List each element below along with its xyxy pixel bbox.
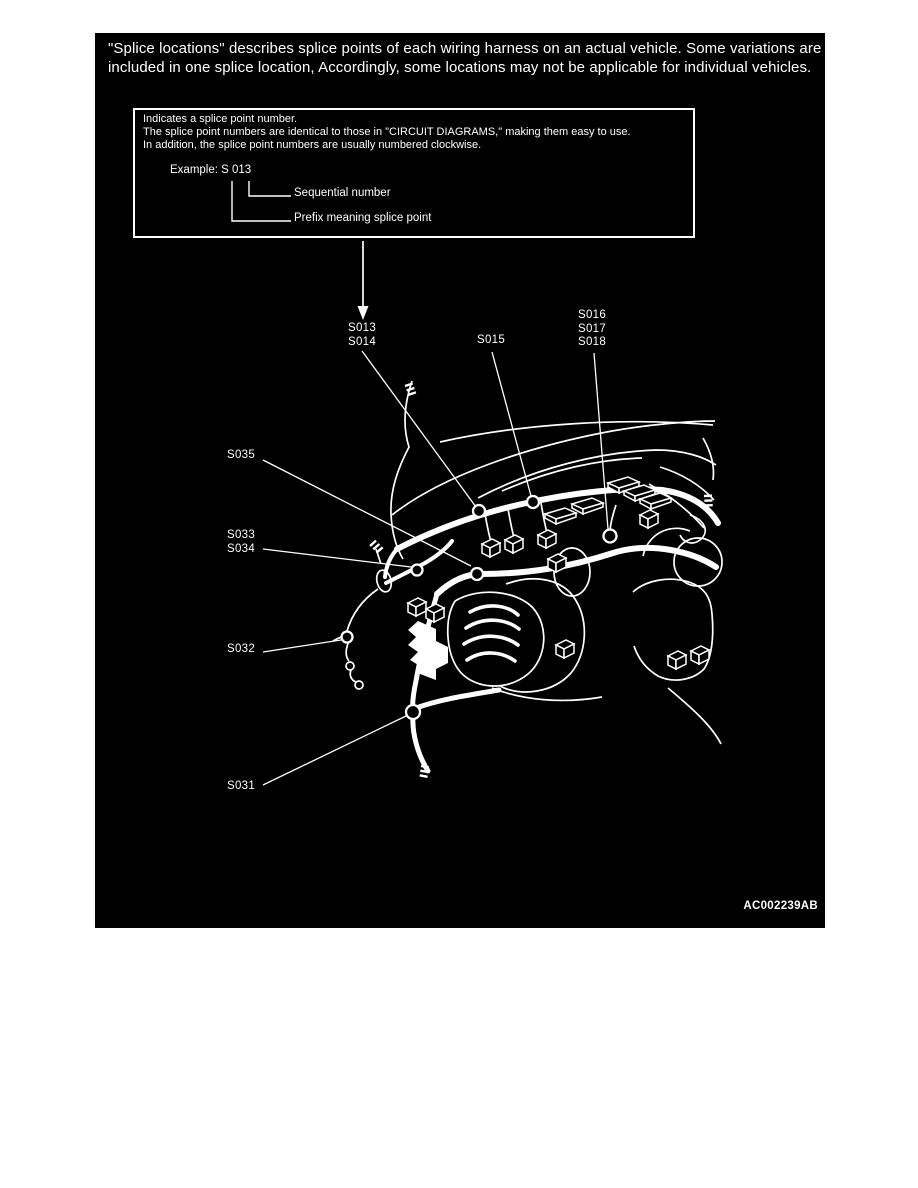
prefix-callout: Prefix meaning splice point bbox=[294, 212, 432, 224]
intro-line-1: "Splice locations" describes splice points of each wiring harness on an actual vehicle. Some variations are bbox=[108, 40, 822, 57]
splice-label-group-s033-s034 bbox=[227, 529, 255, 556]
figure-code: AC002239AB bbox=[743, 900, 818, 912]
splice-label-group-s032 bbox=[227, 643, 255, 657]
splice-label-s032: S032 bbox=[227, 643, 256, 655]
note-line-1: Indicates a splice point number. bbox=[143, 113, 298, 125]
splice-label-group-s013-s014 bbox=[348, 322, 376, 349]
splice-label-group-s035 bbox=[227, 449, 255, 463]
example-label: Example: S 013 bbox=[170, 164, 252, 176]
splice-label-s033: S033 bbox=[227, 529, 256, 541]
splice-label-group-s015 bbox=[477, 334, 505, 348]
splice-label-s018: S018 bbox=[578, 336, 607, 348]
splice-label-s016: S016 bbox=[578, 309, 607, 321]
splice-label-group-s031 bbox=[227, 780, 255, 794]
splice-label-s017: S017 bbox=[578, 322, 607, 335]
splice-label-s031: S031 bbox=[227, 780, 256, 792]
note-line-3: In addition, the splice point numbers are usually numbered clockwise. bbox=[143, 139, 482, 151]
splice-label-s034: S034 bbox=[227, 542, 256, 555]
splice-label-s035: S035 bbox=[227, 449, 256, 461]
note-box-text bbox=[143, 113, 631, 152]
intro-text bbox=[108, 39, 821, 77]
splice-label-group-s016-s018 bbox=[578, 309, 606, 350]
sequential-number-callout: Sequential number bbox=[294, 187, 391, 199]
note-line-2: The splice point numbers are identical to those in "CIRCUIT DIAGRAMS," making them easy to use. bbox=[143, 126, 631, 138]
splice-label-s014: S014 bbox=[348, 335, 377, 348]
splice-label-s015: S015 bbox=[477, 334, 506, 346]
content-panel bbox=[95, 33, 825, 928]
splice-label-s013: S013 bbox=[348, 322, 377, 334]
intro-line-2: included in one splice location, Accordingly, some locations may not be applicable for individual vehicles. bbox=[108, 59, 812, 76]
